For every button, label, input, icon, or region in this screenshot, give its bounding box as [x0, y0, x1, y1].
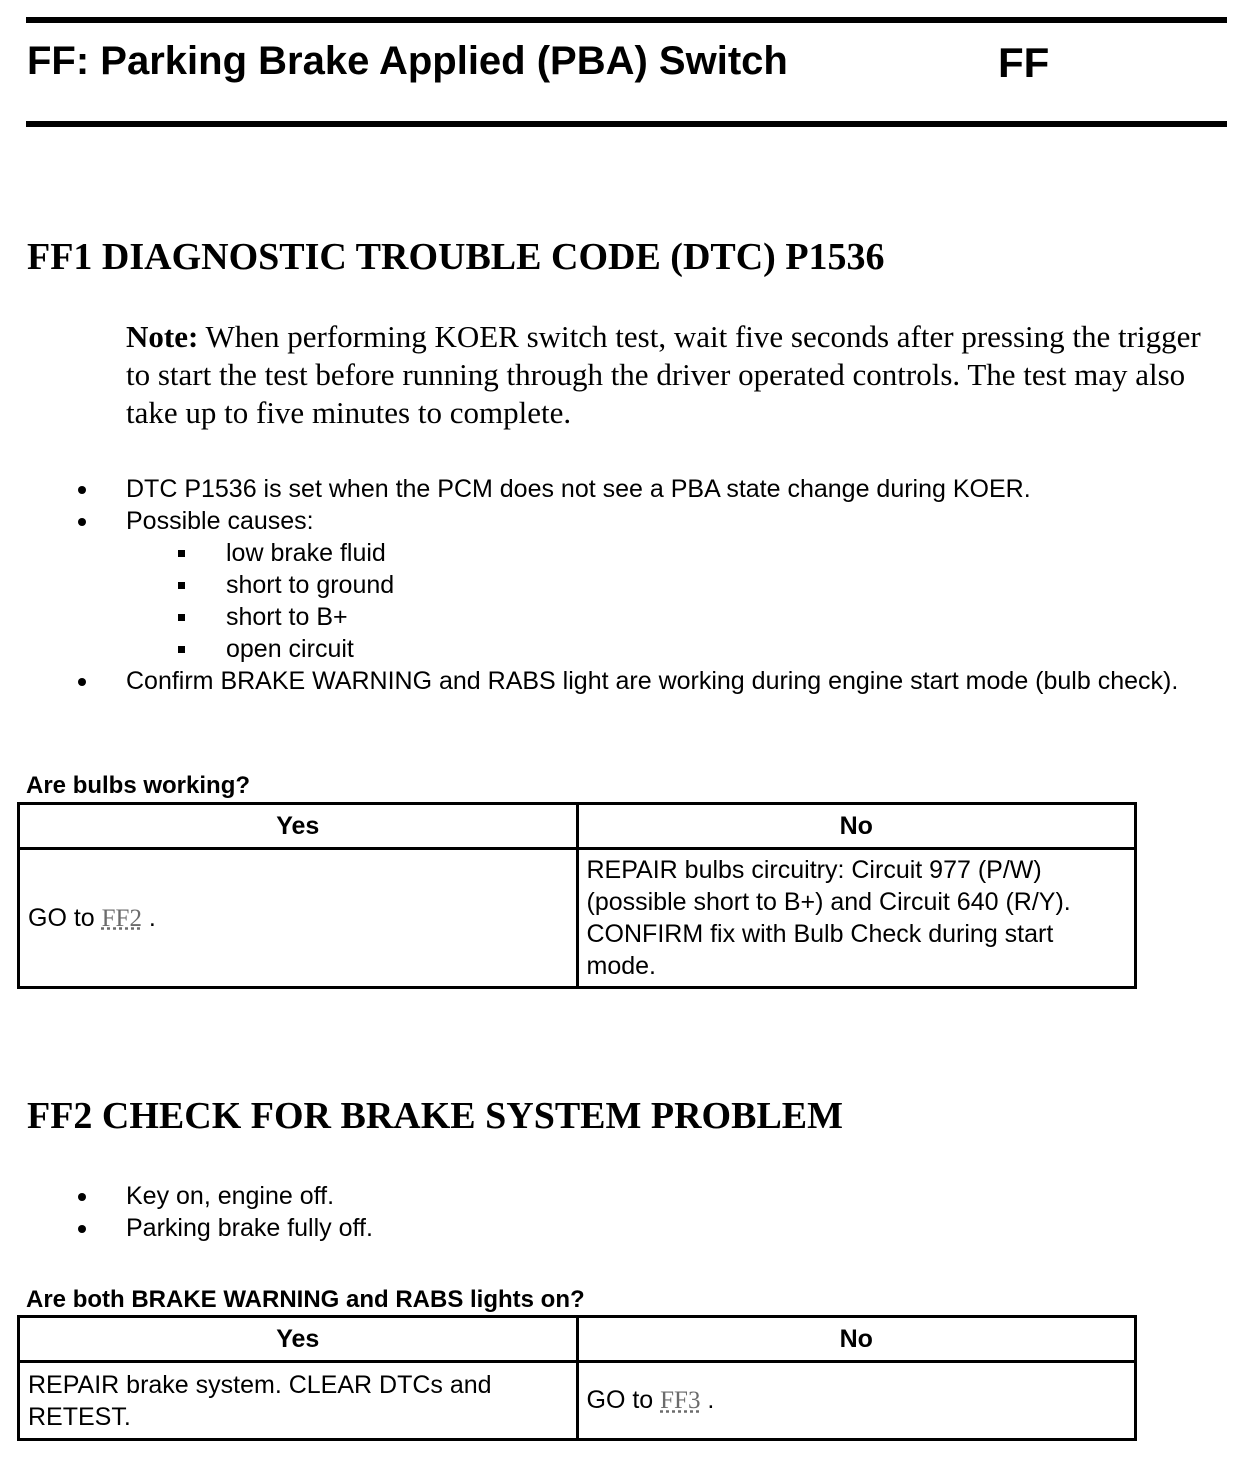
- ff1-note: [126, 318, 1206, 432]
- bullet-text: Confirm BRAKE WARNING and RABS light are working during engine start mode (bulb check).: [126, 667, 1179, 695]
- bullet-text: DTC P1536 is set when the PCM does not see a PBA state change during KOER.: [126, 475, 1031, 503]
- no-cell: REPAIR bulbs circuitry: Circuit 977 (P/W) (possible short to B+) and Circuit 640 (R/Y). CONFIRM fix with Bulb Check during start mode.: [577, 849, 1136, 988]
- bullet-icon: [78, 518, 86, 526]
- square-bullet-icon: [178, 582, 185, 589]
- list-item: [0, 1180, 1206, 1212]
- bullet-icon: [78, 1193, 86, 1201]
- cause-text: short to B+: [226, 603, 348, 631]
- no-cell: [577, 1362, 1136, 1440]
- list-item: [126, 633, 1206, 665]
- bullet-text: Parking brake fully off.: [126, 1214, 373, 1242]
- yes-cell: REPAIR brake system. CLEAR DTCs and RETEST.: [19, 1362, 578, 1440]
- ff1-question: Are bulbs working?: [26, 772, 251, 799]
- ff2-heading: FF2 CHECK FOR BRAKE SYSTEM PROBLEM: [27, 1095, 843, 1137]
- list-item: [126, 537, 1206, 569]
- note-label: Note:: [126, 319, 199, 354]
- ff2-link[interactable]: FF2: [101, 904, 142, 932]
- cause-text: low brake fluid: [226, 539, 386, 567]
- bullet-text: Possible causes:: [126, 507, 314, 535]
- list-item: [0, 473, 1206, 505]
- yes-suffix: .: [141, 903, 156, 932]
- square-bullet-icon: [178, 646, 185, 653]
- ff3-link[interactable]: FF3: [660, 1387, 701, 1414]
- yes-prefix: GO to: [28, 903, 102, 932]
- list-item: [0, 665, 1206, 697]
- ff1-heading: FF1 DIAGNOSTIC TROUBLE CODE (DTC) P1536: [27, 236, 885, 278]
- list-item: [126, 569, 1206, 601]
- causes-list: [126, 537, 1206, 665]
- ff1-result-table: [17, 802, 1137, 989]
- ff1-bullet-list: [0, 473, 1206, 697]
- ff2-question: Are both BRAKE WARNING and RABS lights on?: [26, 1286, 585, 1313]
- yes-cell: [19, 849, 578, 988]
- list-item: [126, 601, 1206, 633]
- ff2-bullet-list: [0, 1180, 1206, 1244]
- no-header: No: [577, 804, 1136, 849]
- no-suffix: .: [700, 1386, 715, 1414]
- header-rule-bottom: [26, 121, 1227, 127]
- no-header: No: [577, 1317, 1136, 1362]
- note-text: When performing KOER switch test, wait five seconds after pressing the trigger to start the test before running through the driver operated controls. The test may also take up to five minutes to complete.: [126, 319, 1201, 430]
- yes-header: Yes: [19, 804, 578, 849]
- list-item: [0, 505, 1206, 665]
- page-code: FF: [998, 39, 1050, 86]
- header-rule-top: [26, 17, 1227, 23]
- bullet-icon: [78, 1225, 86, 1233]
- bullet-icon: [78, 678, 86, 686]
- cause-text: open circuit: [226, 635, 354, 663]
- ff2-result-table: [17, 1315, 1137, 1441]
- list-item: [0, 1212, 1206, 1244]
- no-prefix: GO to: [586, 1386, 661, 1414]
- square-bullet-icon: [178, 550, 185, 557]
- bullet-text: Key on, engine off.: [126, 1182, 335, 1210]
- cause-text: short to ground: [226, 571, 395, 599]
- bullet-icon: [78, 486, 86, 494]
- page-title: FF: Parking Brake Applied (PBA) Switch: [27, 39, 788, 83]
- yes-header: Yes: [19, 1317, 578, 1362]
- square-bullet-icon: [178, 614, 185, 621]
